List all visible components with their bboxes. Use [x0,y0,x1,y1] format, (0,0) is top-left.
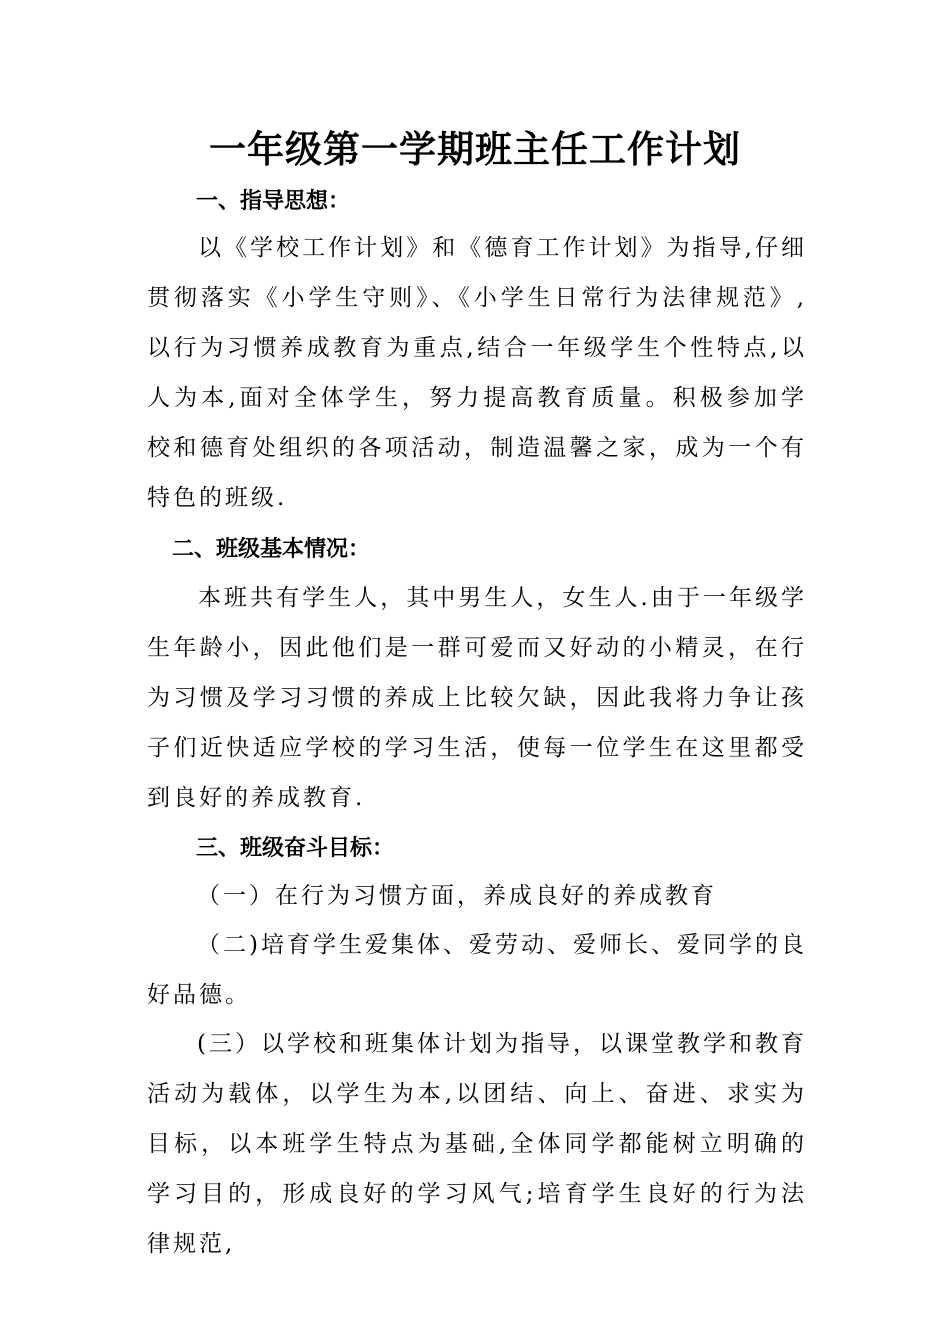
paragraph-goal-1: （一）在行为习惯方面，养成良好的养成教育 [197,883,717,909]
paragraph-goal-2: （二)培育学生爱集体、爱劳动、爱师长、爱同学的良好品德。 [147,932,807,1008]
paragraph-guiding-ideology: 以《学校工作计划》和《德育工作计划》为指导,仔细贯彻落实《小学生守则》、《小学生日常行为法律规范》,以行为习惯养成教育为重点,结合一年级学生个性特点,以人为本,面对全体学生，努力提高教育质量。积极参加学校和德育处组织的各项活动，制造温馨之家，成为一个有特色的班级. [147,235,807,511]
document-title: 一年级第一学期班主任工作计划 [209,127,741,171]
section-heading-class-situation: 二、班级基本情况： [172,536,371,562]
section-heading-guiding-ideology: 一、指导思想： [196,188,351,214]
paragraph-goal-3: (三）以学校和班集体计划为指导，以课堂教学和教育活动为载体，以学生为本,以团结、向上、奋进、求实为目标，以本班学生特点为基础,全体同学都能树立明确的学习目的，形成良好的学习风气;培育学生良好的行为法律规范, [147,1031,807,1257]
paragraph-class-situation: 本班共有学生人，其中男生人，女生人.由于一年级学生年龄小，因此他们是一群可爱而又好动的小精灵，在行为习惯及学习习惯的养成上比较欠缺，因此我将力争让孩子们近快适应学校的学习生活，使每一位学生在这里都受到良好的养成教育. [147,585,807,811]
section-heading-class-goals: 三、班级奋斗目标： [196,835,395,861]
